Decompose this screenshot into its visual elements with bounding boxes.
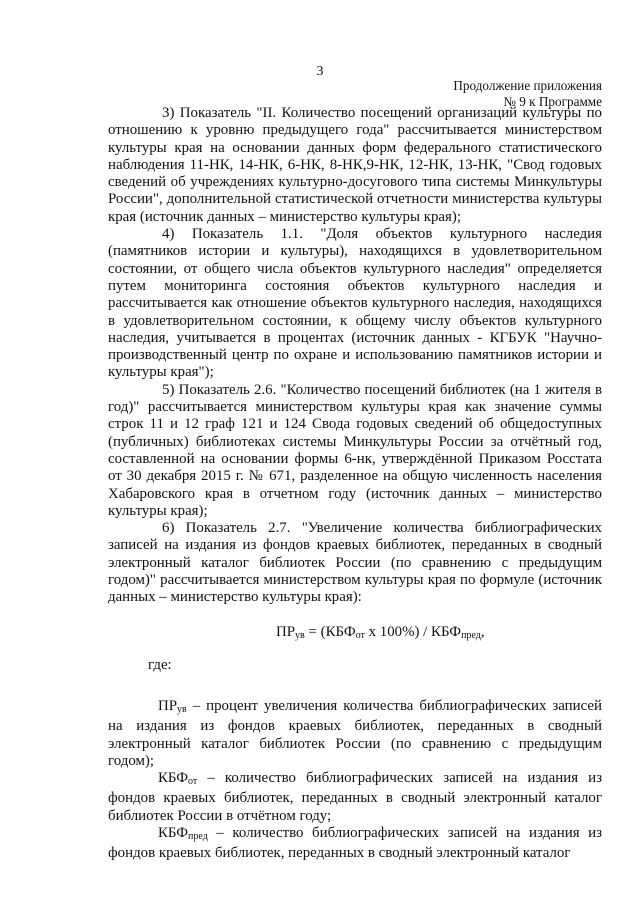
- paragraph-4: 4) Показатель 1.1. "Доля объектов культурного наследия (памятников истории и культуры), находящихся в удовлетворительном состоянии, от общего числа объектов культурного наследия" определяется путем мониторинга состояния объектов культурного наследия и рассчитывается как отношение объектов культурного наследия, находящихся в удовлетворительном состоянии, к общему числу объектов культурного наследия, учитывается в процентах (источник данных - КГБУК "Научно-производственный центр по охране и использованию памятников истории и культуры края");: [108, 226, 602, 381]
- appendix-line-1: Продолжение приложения: [453, 78, 602, 93]
- definition-1-subscript: ув: [177, 703, 187, 715]
- definition-2-symbol: КБФ: [158, 770, 189, 787]
- formula-end: ,: [480, 623, 485, 640]
- definition-2-subscript: от: [188, 776, 198, 788]
- paragraph-5: 5) Показатель 2.6. "Количество посещений библиотек (на 1 жителя в год)" рассчитывается министерством культуры края как значение суммы строк 11 и 12 граф 121 и 124 Свода годовых сведений об общедоступных (публичных) библиотеках системы Минкультуры России за отчётный год, составленной на основании формы 6-нк, утверждённой Приказом Росстата от 30 декабря 2015 г. № 671, разделенное на общую численность населения Хабаровского края в отчетном году (источник данных – министерство культуры края);: [108, 381, 602, 519]
- formula-sub-uv: ув: [295, 629, 305, 641]
- definition-kbf-pred: [108, 825, 602, 863]
- where-label: где:: [148, 656, 172, 673]
- definition-2-text: – количество библиографических записей на издания из фондов краевых библиотек, переданных в сводный электронный каталог библиотек России в отчётном году;: [108, 770, 602, 824]
- paragraph-6: 6) Показатель 2.7. "Увеличение количества библиографических записей на издания из фондов краевых библиотек, переданных в сводный электронный каталог библиотек России (по сравнению с предыдущим годом)" рассчитывается министерством культуры края по формуле (источник данных – министерство культуры края):: [108, 520, 602, 606]
- formula-middle: = (КБФ: [304, 623, 356, 640]
- formula-pr: ПР: [276, 623, 296, 640]
- paragraph-3: 3) Показатель "II. Количество посещений организаций культуры по отношению к уровню предыдущего года" рассчитывается министерством культуры края на основании данных форм федерального статистического наблюдения 11-НК, 14-НК, 6-НК, 8-НК,9-НК, 12-НК, 13-НК, "Свод годовых сведений об учреждениях культурно-досугового типа системы Минкультуры России", дополнительной статистической отчетности министерства культуры края (источник данных – министерство культуры края);: [108, 105, 602, 225]
- appendix-line-2: № 9 к Программе: [503, 94, 602, 109]
- definition-3-subscript: пред: [188, 830, 208, 842]
- formula-sub-pred: пред: [461, 629, 481, 641]
- formula-sub-ot: от: [355, 629, 365, 641]
- formula-middle-2: х 100%) / КБФ: [364, 623, 462, 640]
- formula: [108, 623, 602, 645]
- definition-3-text: – количество библиографических записей на издания из фондов краевых библиотек, переданных в сводный электронный каталог: [108, 824, 602, 862]
- definition-pr-uv: [108, 698, 602, 770]
- definition-1-text: – процент увеличения количества библиографических записей на издания из фондов краевых библиотек, переданных в сводный электронный каталог библиотек России (по сравнению с предыдущим годом);: [108, 697, 602, 769]
- definition-1-symbol: ПР: [158, 697, 178, 714]
- definition-3-symbol: КБФ: [158, 824, 189, 841]
- document-body: [108, 105, 602, 863]
- page-number: 3: [316, 64, 324, 79]
- definition-kbf-ot: [108, 770, 602, 825]
